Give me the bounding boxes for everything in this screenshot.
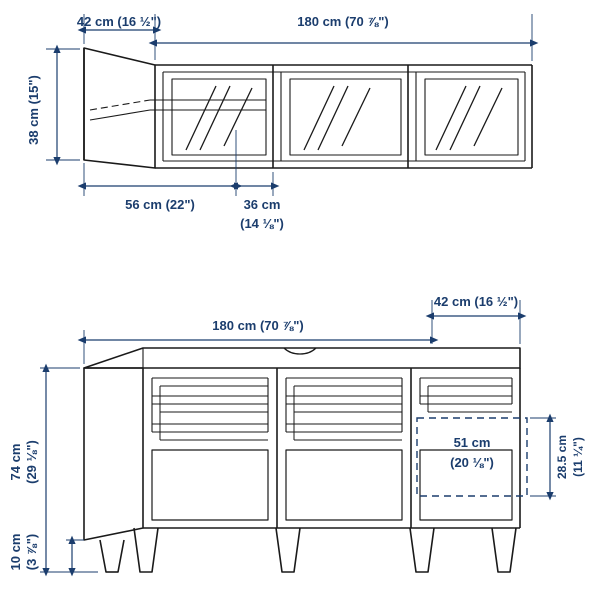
dim-label-door-narrow-2: (14 ⅛")	[240, 216, 284, 231]
upper-glass-door-1	[172, 79, 266, 155]
bench-door-left	[152, 450, 268, 520]
upper-left-shelf-dashed	[90, 100, 150, 110]
dim-label-door-wide: 56 cm (22")	[125, 197, 195, 212]
dim-label-upper-depth: 42 cm (16 ½")	[76, 14, 162, 29]
leg-left-inner	[134, 528, 158, 572]
upper-left-shelf-line	[90, 110, 150, 120]
dim-label-upper-width: 180 cm (70 ⅞")	[297, 14, 389, 29]
dim-label-door-narrow-1: 36 cm	[243, 197, 281, 212]
glass-reflections-3	[436, 86, 502, 150]
glass-reflections-2	[304, 86, 370, 150]
dim-label-leg-height-2: (3 ⅞")	[24, 533, 39, 571]
upper-cabinet-group	[84, 48, 532, 168]
dim-label-drawer-height-2: (11 ¼")	[571, 437, 585, 477]
bench-top-surface	[84, 348, 520, 368]
bench-left-side-panel	[84, 368, 143, 540]
leg-middle	[276, 528, 300, 572]
bench-door-middle	[286, 450, 402, 520]
upper-left-side-panel	[84, 48, 155, 168]
dim-label-total-height-1: 74 cm	[8, 443, 23, 481]
leg-right-inner	[410, 528, 434, 572]
dim-label-drawer-height-1: 28.5 cm	[555, 434, 569, 480]
dim-label-upper-height: 38 cm (15")	[26, 75, 41, 145]
dim-label-lower-depth: 42 cm (16 ½")	[433, 294, 519, 309]
dim-label-drawer-width-2: (20 ⅛")	[450, 455, 494, 470]
dim-label-drawer-width-1: 51 cm	[453, 435, 491, 450]
dim-label-lower-width: 180 cm (70 ⅞")	[212, 318, 304, 333]
dim-label-total-height-2: (29 ⅛")	[24, 440, 39, 484]
dim-label-leg-height-1: 10 cm	[8, 533, 23, 571]
cable-notch	[284, 348, 316, 354]
leg-left	[100, 540, 124, 572]
glass-reflections-1	[186, 86, 252, 150]
leg-right	[492, 528, 516, 572]
